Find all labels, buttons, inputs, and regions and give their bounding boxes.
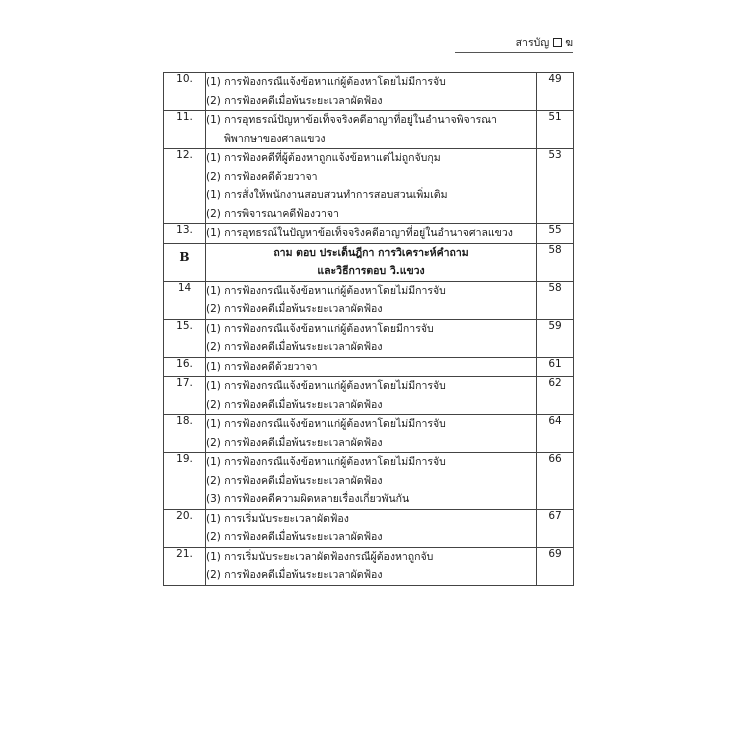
toc-topic-line: (2) การพิจารณาคดีฟ้องวาจา	[206, 207, 339, 220]
toc-topics	[206, 73, 537, 111]
toc-topic-line: (2) การฟ้องคดีเมื่อพ้นระยะเวลาผัดฟ้อง	[206, 436, 383, 449]
toc-topic-line: (1) การฟ้องกรณีแจ้งข้อหาแก่ผู้ต้องหาโดยไม่มีการจับ	[206, 76, 446, 88]
toc-page-number: 53	[537, 149, 574, 224]
toc-topic-line: (2) การฟ้องคดีเมื่อพ้นระยะเวลาผัดฟ้อง	[206, 569, 383, 581]
toc-row	[164, 319, 574, 357]
toc-table	[163, 72, 574, 586]
toc-number: 15.	[164, 319, 206, 357]
toc-topic-line: และวิธีการตอบ วิ.แขวง	[317, 265, 425, 277]
toc-topics	[206, 243, 537, 281]
toc-row	[164, 73, 574, 111]
toc-topics	[206, 377, 537, 415]
toc-topic-line: (3) การฟ้องคดีความผิดหลายเรื่องเกี่ยวพันกัน	[206, 493, 410, 505]
toc-number: 13.	[164, 224, 206, 244]
toc-topic-line: (1) การฟ้องกรณีแจ้งข้อหาแก่ผู้ต้องหาโดยไม่มีการจับ	[206, 418, 446, 430]
toc-row	[164, 149, 574, 224]
toc-topic-line: (1) การฟ้องกรณีแจ้งข้อหาแก่ผู้ต้องหาโดยไม่มีการจับ	[206, 456, 446, 468]
toc-row	[164, 453, 574, 510]
toc-topic-line: (2) การฟ้องคดีเมื่อพ้นระยะเวลาผัดฟ้อง	[206, 303, 383, 315]
toc-number: B	[164, 243, 206, 281]
toc-number: 18.	[164, 415, 206, 453]
header-title: สารบัญ	[515, 37, 550, 49]
toc-number: 14	[164, 281, 206, 319]
toc-topic-line: (2) การฟ้องคดีเมื่อพ้นระยะเวลาผัดฟ้อง	[206, 94, 383, 107]
toc-page-number: 64	[537, 415, 574, 453]
toc-page-number: 58	[537, 243, 574, 281]
toc-topic-line: (2) การฟ้องคดีเมื่อพ้นระยะเวลาผัดฟ้อง	[206, 398, 383, 411]
toc-page-number: 51	[537, 111, 574, 149]
toc-page-number: 62	[537, 377, 574, 415]
toc-body	[164, 73, 574, 586]
toc-page-number: 55	[537, 224, 574, 244]
toc-topics	[206, 415, 537, 453]
toc-topic-line: (1) การฟ้องกรณีแจ้งข้อหาแก่ผู้ต้องหาโดยมีการจับ	[206, 322, 434, 335]
toc-topics	[206, 453, 537, 510]
toc-page-number: 49	[537, 73, 574, 111]
toc-topics	[206, 357, 537, 377]
toc-topic-line: (2) การฟ้องคดีเมื่อพ้นระยะเวลาผัดฟ้อง	[206, 531, 383, 543]
toc-topic-line: (1) การสั่งให้พนักงานสอบสวนทำการสอบสวนเพิ่มเติม	[206, 189, 448, 201]
toc-number: 16.	[164, 357, 206, 377]
toc-topics	[206, 149, 537, 224]
toc-topic-line: (1) การฟ้องกรณีแจ้งข้อหาแก่ผู้ต้องหาโดยไม่มีการจับ	[206, 380, 446, 392]
toc-number: 21.	[164, 547, 206, 585]
toc-topics	[206, 281, 537, 319]
toc-topic-line: (1) การฟ้องคดีด้วยวาจา	[206, 360, 318, 373]
toc-topic-line: (1) การอุทธรณ์ในปัญหาข้อเท็จจริงคดีอาญาที่อยู่ในอำนาจศาลแขวง	[206, 227, 513, 239]
toc-topic-line: (2) การฟ้องคดีเมื่อพ้นระยะเวลาผัดฟ้อง	[206, 341, 383, 353]
toc-number: 17.	[164, 377, 206, 415]
toc-topic-line: (1) การฟ้องคดีที่ผู้ต้องหาถูกแจ้งข้อหาแต่ไม่ถูกจับกุม	[206, 152, 441, 164]
toc-topic-line: (1) การฟ้องกรณีแจ้งข้อหาแก่ผู้ต้องหาโดยไม่มีการจับ	[206, 284, 446, 297]
toc-topic-line: (1) การอุทธรณ์ปัญหาข้อเท็จจริงคดีอาญาที่อยู่ในอำนาจพิจารณา	[206, 114, 497, 126]
toc-topic-line: พิพากษาของศาลแขวง	[224, 132, 326, 145]
toc-topics	[206, 319, 537, 357]
toc-topics	[206, 224, 537, 244]
page-header	[455, 36, 573, 53]
square-bullet-icon	[553, 38, 562, 47]
toc-page-number: 69	[537, 547, 574, 585]
toc-section-row	[164, 243, 574, 281]
toc-row	[164, 224, 574, 244]
toc-topic-line: (2) การฟ้องคดีเมื่อพ้นระยะเวลาผัดฟ้อง	[206, 474, 383, 487]
toc-row	[164, 377, 574, 415]
toc-topics	[206, 509, 537, 547]
toc-topic-line: (1) การเริ่มนับระยะเวลาผัดฟ้อง	[206, 512, 349, 525]
toc-topic-line: (1) การเริ่มนับระยะเวลาผัดฟ้องกรณีผู้ต้องหาถูกจับ	[206, 550, 434, 563]
toc-row	[164, 111, 574, 149]
toc-row	[164, 281, 574, 319]
toc-row	[164, 357, 574, 377]
header-page-numeral: ฆ	[565, 37, 573, 49]
toc-number: 19.	[164, 453, 206, 510]
toc-page-number: 59	[537, 319, 574, 357]
toc-page-number: 67	[537, 509, 574, 547]
toc-page-number: 58	[537, 281, 574, 319]
toc-topics	[206, 547, 537, 585]
toc-row	[164, 509, 574, 547]
toc-number: 20.	[164, 509, 206, 547]
toc-page-number: 61	[537, 357, 574, 377]
toc-row	[164, 547, 574, 585]
toc-row	[164, 415, 574, 453]
toc-topic-line: ถาม ตอบ ประเด็นฎีกา การวิเคราะห์คำถาม	[273, 246, 469, 259]
toc-number: 12.	[164, 149, 206, 224]
toc-number: 10.	[164, 73, 206, 111]
toc-page-number: 66	[537, 453, 574, 510]
toc-number: 11.	[164, 111, 206, 149]
toc-topic-line: (2) การฟ้องคดีด้วยวาจา	[206, 170, 318, 183]
toc-topics	[206, 111, 537, 149]
